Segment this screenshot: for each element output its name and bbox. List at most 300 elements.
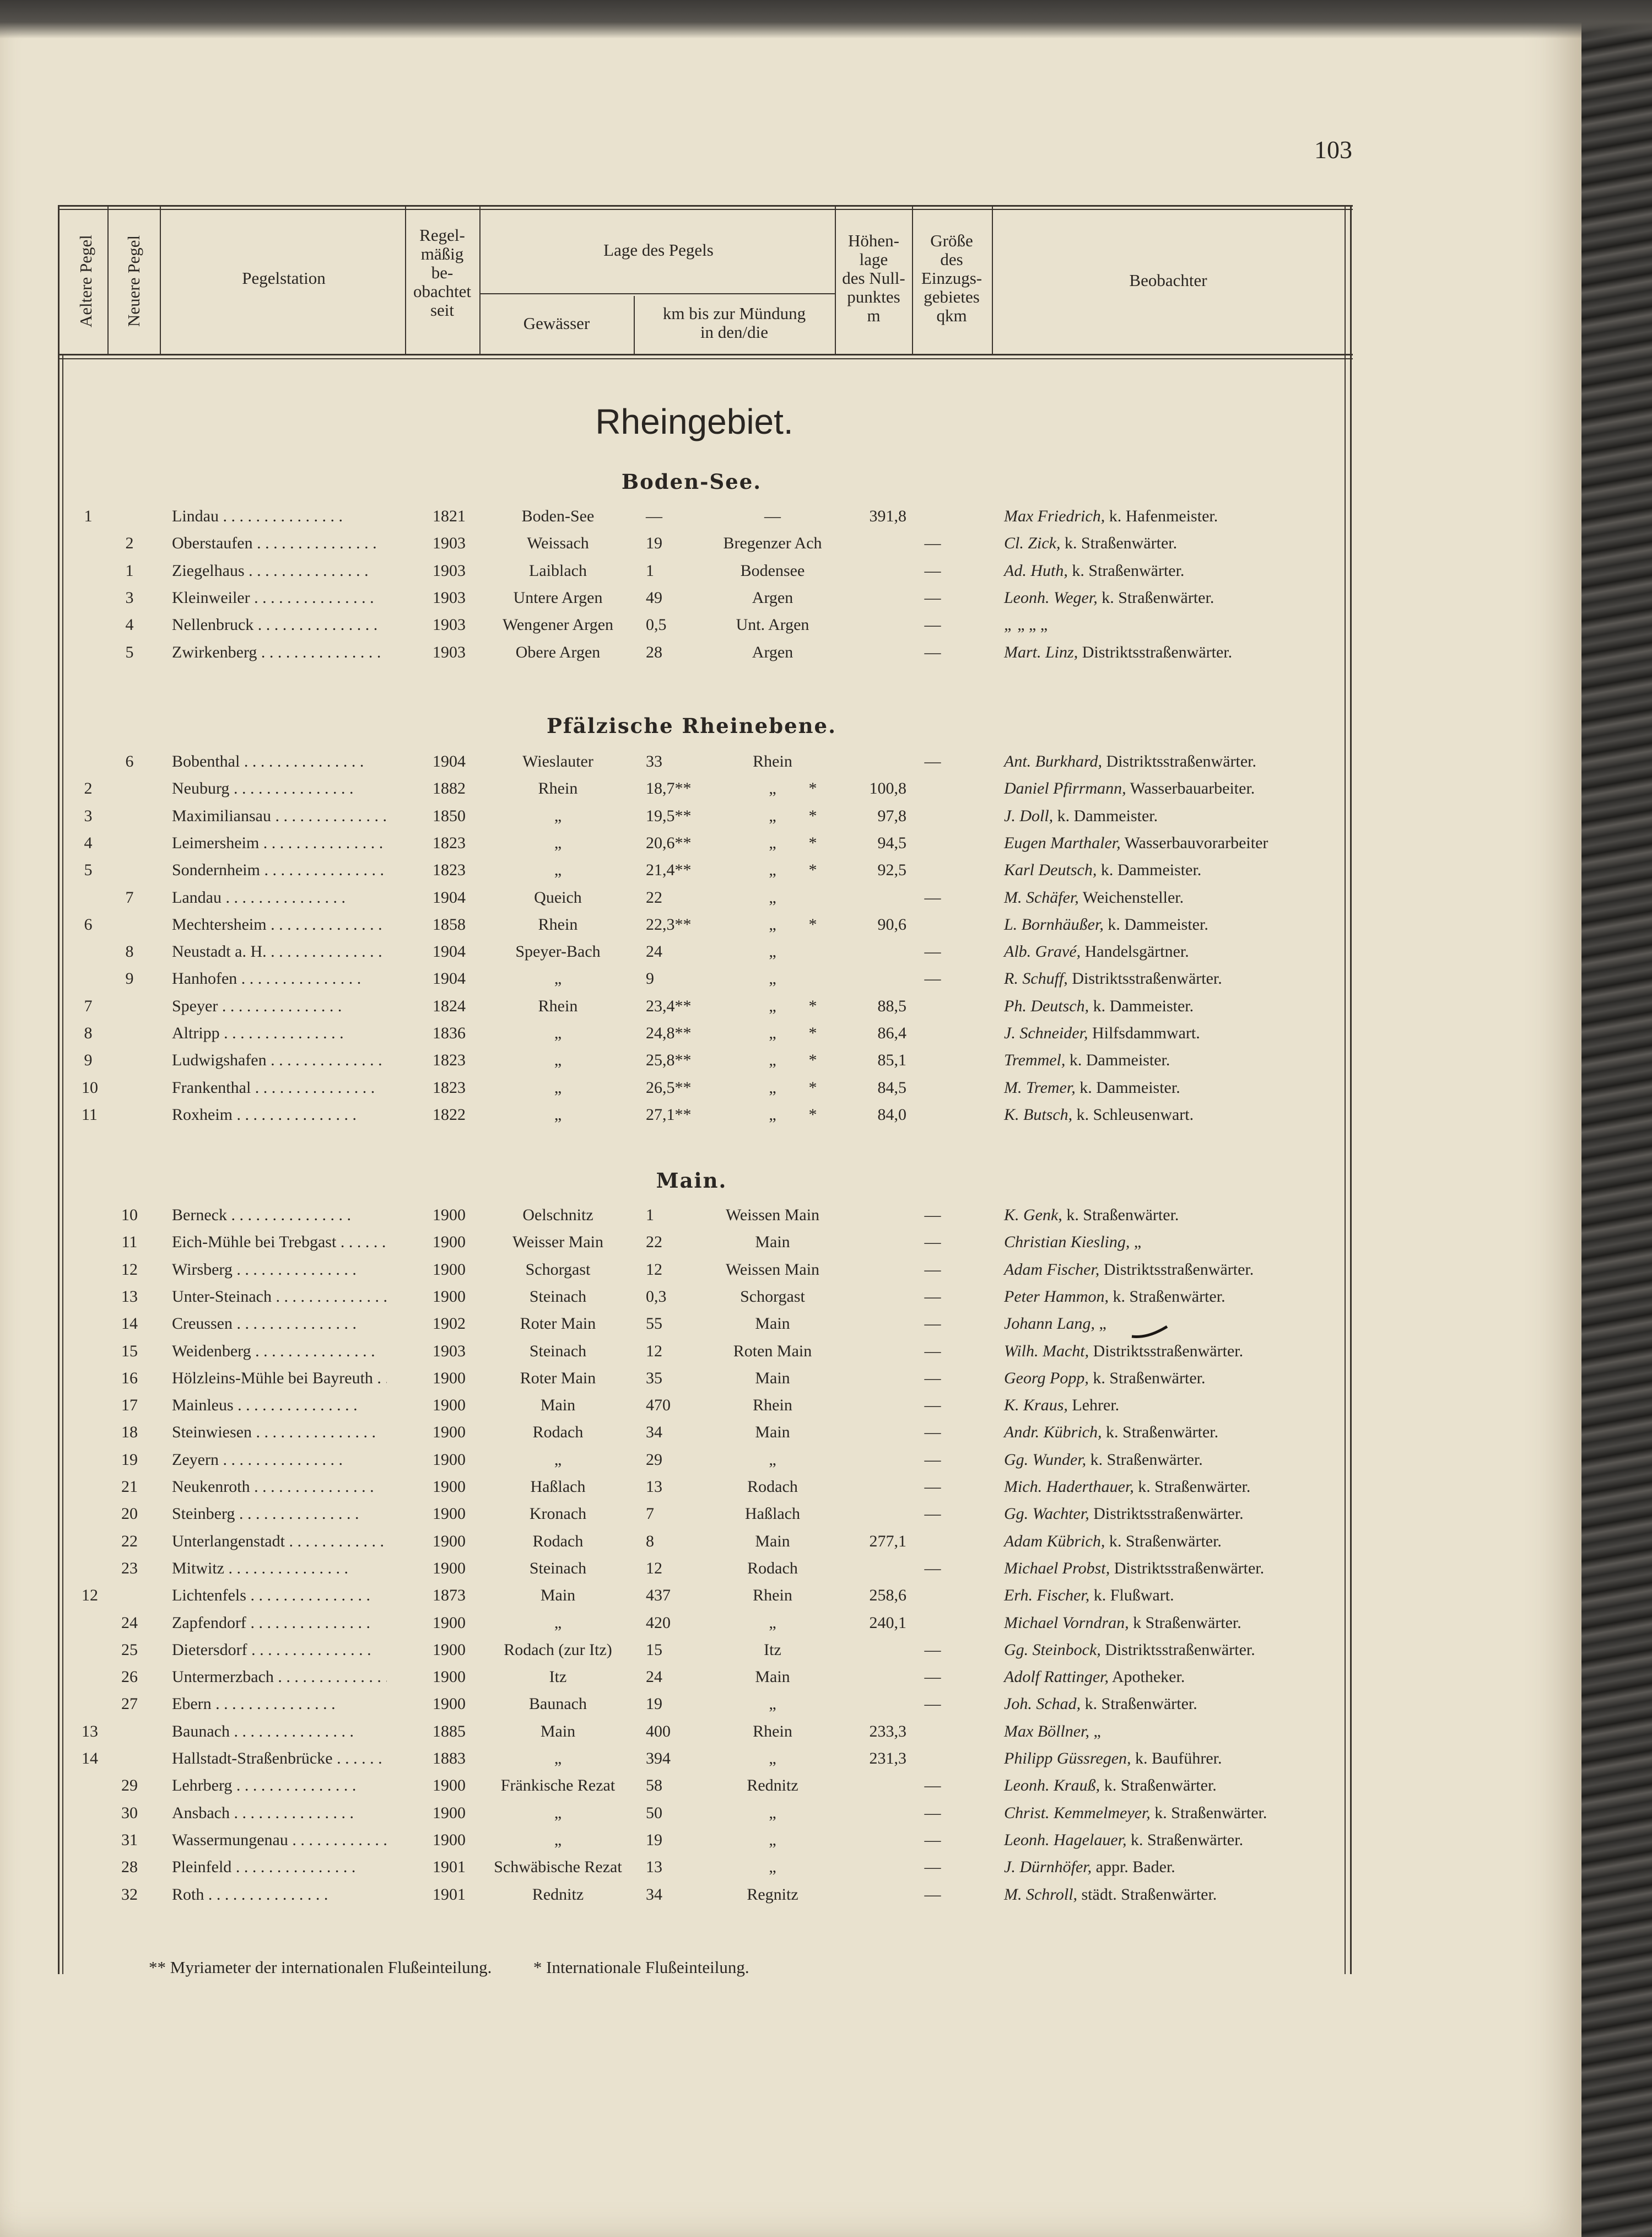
einzugsgebiet-cell: — (924, 1206, 941, 1224)
km-cell: 21,4** (646, 861, 692, 880)
aeltere-pegel-cell: 8 (84, 1024, 93, 1042)
station-cell: Pleinfeld . . . (172, 1853, 387, 1880)
neuere-pegel-cell: 29 (121, 1776, 138, 1795)
hoehenlage-cell: 94,5 (877, 833, 906, 852)
table-row (0, 1718, 1361, 1745)
einzugsgebiet-cell: — (924, 1423, 941, 1442)
table-row (0, 1365, 1361, 1392)
observer-name: J. Schneider, (1004, 1024, 1088, 1042)
gewaesser-cell: „ (554, 1105, 562, 1124)
einzugsgebiet-cell: — (924, 1505, 941, 1523)
hoehenlage-cell: 86,4 (877, 1024, 906, 1042)
international-mark-cell: * (808, 779, 817, 798)
observer-name: Ad. Huth, (1004, 561, 1068, 580)
station-cell: Neuburg . . . (172, 775, 387, 802)
neuere-pegel-cell: 1 (125, 561, 134, 580)
observer-name: Cl. Zick, (1004, 534, 1061, 553)
gewaesser-cell: „ (554, 1613, 562, 1632)
muendung-cell: Haßlach (745, 1505, 800, 1523)
neuere-pegel-cell: 25 (121, 1640, 138, 1659)
observer-role: k. Dammeister. (1100, 861, 1202, 880)
neuere-pegel-cell: 13 (121, 1287, 138, 1306)
gewaesser-cell: Haßlach (530, 1478, 586, 1496)
page-top-edge (0, 0, 1652, 39)
beobachter-cell (1004, 530, 1357, 557)
neuere-pegel-cell: 11 (121, 1233, 138, 1252)
hoehenlage-cell: 233,3 (869, 1722, 906, 1740)
beobachter-cell (1004, 938, 1357, 965)
muendung-cell: Weissen Main (725, 1260, 820, 1279)
observer-role: Lehrer. (1072, 1396, 1120, 1415)
observer-role: „ (1133, 1233, 1142, 1252)
col-header-km-line: in den/die (700, 322, 769, 342)
international-mark-cell: * (808, 861, 817, 880)
observer-role: k. Dammeister. (1057, 806, 1158, 825)
einzugsgebiet-cell: — (924, 888, 941, 907)
gewaesser-cell: Steinach (529, 1559, 587, 1577)
muendung-cell: „ (769, 888, 776, 907)
table-row (0, 1473, 1361, 1500)
beobachter-cell (1004, 1446, 1357, 1473)
aeltere-pegel-cell: 12 (82, 1586, 98, 1605)
gewaesser-cell: Rhein (538, 996, 578, 1015)
muendung-cell: Regnitz (747, 1885, 798, 1904)
km-cell: 12 (646, 1341, 662, 1360)
einzugsgebiet-cell: — (924, 1559, 941, 1577)
gewaesser-cell: Main (540, 1586, 576, 1605)
km-cell: 19 (646, 1830, 662, 1849)
observer-role: k. Straßenwärter. (1102, 588, 1214, 607)
year-cell: 1904 (433, 752, 466, 770)
beobachter-cell (1004, 1473, 1357, 1500)
year-cell: 1900 (433, 1668, 466, 1686)
beobachter-cell (1004, 1256, 1357, 1283)
gewaesser-cell: Roter Main (520, 1314, 596, 1333)
table-row (0, 1663, 1361, 1690)
observer-name: Max Friedrich, (1004, 507, 1105, 525)
year-cell: 1883 (433, 1749, 466, 1767)
col-header-groesse-line: des (940, 250, 963, 269)
observer-name: Ant. Burkhard, (1004, 752, 1103, 770)
col-header-groesse-line: Größe (930, 231, 973, 250)
km-cell: 50 (646, 1803, 662, 1822)
observer-role: Hilfsdammwart. (1092, 1024, 1200, 1042)
observer-name: Max Böllner, (1004, 1722, 1089, 1740)
einzugsgebiet-cell: — (924, 942, 941, 961)
observer-name: Michael Probst, (1004, 1559, 1110, 1577)
station-cell: Creussen . . . (172, 1310, 387, 1337)
gewaesser-cell: Rednitz (532, 1885, 584, 1904)
year-cell: 1821 (433, 507, 466, 525)
muendung-cell: — (764, 507, 781, 525)
gewaesser-cell: Rodach (532, 1532, 584, 1550)
page-number: 103 (1314, 136, 1352, 164)
beobachter-cell (1004, 884, 1357, 911)
table-row (0, 775, 1361, 802)
km-cell: 470 (646, 1396, 671, 1415)
table-row (0, 1881, 1361, 1908)
einzugsgebiet-cell: — (924, 1314, 941, 1333)
km-cell: 24,8** (646, 1024, 692, 1042)
einzugsgebiet-cell: — (924, 752, 941, 770)
table-row (0, 1020, 1361, 1047)
aeltere-pegel-cell: 6 (84, 915, 93, 934)
beobachter-cell (1004, 748, 1357, 775)
station-cell: Neukenroth . . . (172, 1473, 387, 1500)
muendung-cell: „ (769, 969, 776, 988)
muendung-cell: Roten Main (733, 1341, 812, 1360)
muendung-cell: Unt. Argen (736, 616, 809, 634)
muendung-cell: „ (769, 1450, 776, 1469)
km-cell: 33 (646, 752, 662, 770)
neuere-pegel-cell: 3 (125, 588, 134, 607)
station-cell: Weidenberg . . . (172, 1338, 387, 1365)
section-title-main: Main. (656, 1168, 727, 1193)
beobachter-cell (1004, 1799, 1357, 1826)
year-cell: 1823 (433, 1051, 466, 1070)
aeltere-pegel-cell: 9 (84, 1051, 93, 1070)
beobachter-cell (1004, 775, 1357, 802)
table-row (0, 856, 1361, 883)
gewaesser-cell: Oelschnitz (522, 1206, 593, 1224)
gewaesser-cell: Main (540, 1722, 576, 1740)
km-cell: 19,5** (646, 806, 692, 825)
beobachter-cell (1004, 1338, 1357, 1365)
einzugsgebiet-cell: — (924, 1885, 941, 1904)
station-cell: Mitwitz . . . (172, 1555, 387, 1582)
table-row (0, 1636, 1361, 1663)
gewaesser-cell: „ (554, 1078, 562, 1097)
station-cell: Mainleus . . . (172, 1392, 387, 1419)
station-cell: Nellenbruck . . . (172, 611, 387, 638)
muendung-cell: Rodach (747, 1559, 798, 1577)
col-header-groesse-line: Einzugs- (921, 268, 982, 288)
hoehenlage-cell: 391,8 (869, 507, 906, 525)
neuere-pegel-cell: 17 (121, 1396, 138, 1415)
year-cell: 1873 (433, 1586, 466, 1605)
muendung-cell: Main (755, 1368, 790, 1387)
gewaesser-cell: „ (554, 861, 562, 880)
observer-role: k. Straßenwärter. (1093, 1368, 1206, 1387)
station-cell: Speyer . . . (172, 993, 387, 1020)
col-header-groesse-line: qkm (936, 306, 967, 325)
station-cell: Maximiliansau . . . (172, 802, 387, 829)
beobachter-cell (1004, 1283, 1357, 1310)
international-mark-cell: * (808, 1051, 817, 1070)
observer-role: k. Straßenwärter. (1138, 1478, 1251, 1496)
muendung-cell: „ (769, 1749, 776, 1767)
observer-role: k. Dammeister. (1093, 996, 1194, 1015)
gewaesser-cell: Kronach (529, 1505, 587, 1523)
observer-role: k. Dammeister. (1069, 1051, 1170, 1070)
year-cell: 1900 (433, 1695, 466, 1713)
aeltere-pegel-cell: 1 (84, 507, 93, 525)
neuere-pegel-cell: 8 (125, 942, 134, 961)
year-cell: 1900 (433, 1830, 466, 1849)
observer-name: M. Tremer, (1004, 1078, 1076, 1097)
year-cell: 1900 (433, 1206, 466, 1224)
observer-name: Daniel Pfirrmann, (1004, 779, 1126, 798)
einzugsgebiet-cell: — (924, 1260, 941, 1279)
aeltere-pegel-cell: 10 (82, 1078, 98, 1097)
observer-name: K. Kraus, (1004, 1396, 1068, 1415)
station-cell: Leimersheim . . . (172, 829, 387, 856)
observer-name: L. Bornhäußer, (1004, 915, 1104, 934)
observer-role: k. Bauführer. (1135, 1749, 1222, 1767)
col-header-regel (408, 226, 477, 320)
station-cell: Zapfendorf . . . (172, 1609, 387, 1636)
muendung-cell: Rhein (753, 1586, 792, 1605)
beobachter-cell (1004, 993, 1357, 1020)
table-row (0, 639, 1361, 666)
observer-role: k. Dammeister. (1108, 915, 1208, 934)
year-cell: 1900 (433, 1260, 466, 1279)
station-cell: Steinwiesen . . . (172, 1419, 387, 1446)
einzugsgebiet-cell: — (924, 534, 941, 553)
neuere-pegel-cell: 15 (121, 1341, 138, 1360)
station-cell: Roth . . . (172, 1881, 387, 1908)
section-title-boden-see: Boden-See. (621, 470, 762, 494)
gewaesser-cell: Weissach (527, 534, 589, 553)
table-row (0, 1500, 1361, 1527)
book-binding (1581, 0, 1652, 2237)
year-cell: 1904 (433, 888, 466, 907)
aeltere-pegel-cell: 5 (84, 861, 93, 880)
gewaesser-cell: Rhein (538, 915, 578, 934)
neuere-pegel-cell: 21 (121, 1478, 138, 1496)
beobachter-cell (1004, 965, 1357, 992)
ink-mark-icon (1131, 1325, 1169, 1339)
observer-role: k. Straßenwärter. (1065, 534, 1178, 553)
year-cell: 1823 (433, 861, 466, 880)
observer-role: Distriktsstraßenwärter. (1105, 1640, 1255, 1659)
km-cell: 27,1** (646, 1105, 692, 1124)
neuere-pegel-cell: 9 (125, 969, 134, 988)
einzugsgebiet-cell: — (924, 1450, 941, 1469)
year-cell: 1822 (433, 1105, 466, 1124)
gewaesser-cell: Wengener Argen (502, 616, 614, 634)
muendung-cell: Rhein (753, 752, 792, 770)
gewaesser-cell: „ (554, 806, 562, 825)
neuere-pegel-cell: 6 (125, 752, 134, 770)
muendung-cell: Rednitz (747, 1776, 798, 1795)
km-cell: 394 (646, 1749, 671, 1767)
km-cell: 12 (646, 1559, 662, 1577)
observer-name: K. Butsch, (1004, 1105, 1073, 1124)
aeltere-pegel-cell: 7 (84, 996, 93, 1015)
observer-name: J. Dürnhöfer, (1004, 1858, 1092, 1877)
table-row (0, 1745, 1361, 1772)
gewaesser-cell: Itz (549, 1668, 567, 1686)
observer-name: Adam Kübrich, (1004, 1532, 1105, 1550)
beobachter-cell (1004, 1020, 1357, 1047)
year-cell: 1850 (433, 806, 466, 825)
observer-name: Michael Vorndran, (1004, 1613, 1129, 1632)
gewaesser-cell: Obere Argen (515, 643, 601, 661)
station-cell: Lehrberg . . . (172, 1772, 387, 1799)
station-cell: Ansbach . . . (172, 1799, 387, 1826)
neuere-pegel-cell: 18 (121, 1423, 138, 1442)
muendung-cell: Main (755, 1314, 790, 1333)
col-header-groesse-line: gebietes (924, 287, 980, 306)
observer-name: Leonh. Weger, (1004, 588, 1098, 607)
observer-name: Andr. Kübrich, (1004, 1423, 1102, 1442)
year-cell: 1900 (433, 1532, 466, 1550)
hoehenlage-cell: 90,6 (877, 915, 906, 934)
km-cell: 8 (646, 1532, 654, 1550)
year-cell: 1900 (433, 1368, 466, 1387)
observer-role: Distriktsstraßenwärter. (1093, 1505, 1244, 1523)
table-row (0, 1101, 1361, 1128)
gewaesser-cell: Rodach (zur Itz) (504, 1640, 612, 1659)
beobachter-cell (1004, 1528, 1357, 1555)
table-row (0, 829, 1361, 856)
beobachter-cell (1004, 856, 1357, 883)
gewaesser-cell: Main (540, 1396, 576, 1415)
col-header-regel-line: be- (431, 263, 454, 282)
einzugsgebiet-cell: — (924, 588, 941, 607)
beobachter-cell (1004, 1609, 1357, 1636)
col-header-gewaesser: Gewässer (523, 314, 590, 333)
neuere-pegel-cell: 22 (121, 1532, 138, 1550)
station-cell: Bobenthal . . . (172, 748, 387, 775)
table-row (0, 911, 1361, 938)
year-cell: 1824 (433, 996, 466, 1015)
observer-name: Karl Deutsch, (1004, 861, 1097, 880)
table-row (0, 1419, 1361, 1446)
year-cell: 1900 (433, 1478, 466, 1496)
km-cell: 49 (646, 588, 662, 607)
year-cell: 1900 (433, 1423, 466, 1442)
gewaesser-cell: „ (554, 1450, 562, 1469)
beobachter-cell (1004, 503, 1357, 530)
year-cell: 1900 (433, 1776, 466, 1795)
gewaesser-cell: „ (554, 1051, 562, 1070)
international-mark-cell: * (808, 1024, 817, 1042)
km-cell: 34 (646, 1885, 662, 1904)
year-cell: 1902 (433, 1314, 466, 1333)
table-row (0, 1799, 1361, 1826)
gewaesser-cell: „ (554, 1803, 562, 1822)
station-cell: Oberstaufen . . . (172, 530, 387, 557)
year-cell: 1900 (433, 1450, 466, 1469)
neuere-pegel-cell: 2 (125, 534, 134, 553)
km-cell: 420 (646, 1613, 671, 1632)
beobachter-cell (1004, 1310, 1357, 1337)
einzugsgebiet-cell: — (924, 1233, 941, 1252)
muendung-cell: „ (769, 1803, 776, 1822)
km-cell: 0,3 (646, 1287, 667, 1306)
table-row (0, 1446, 1361, 1473)
beobachter-cell (1004, 1419, 1357, 1446)
observer-role: Handelsgärtner. (1084, 942, 1189, 961)
international-mark-cell: * (808, 996, 817, 1015)
muendung-cell: „ (769, 1830, 776, 1849)
km-cell: 55 (646, 1314, 662, 1333)
observer-name: Alb. Gravé, (1004, 942, 1081, 961)
hoehenlage-cell: 240,1 (869, 1613, 906, 1632)
beobachter-cell (1004, 1745, 1357, 1772)
gewaesser-cell: „ (554, 1830, 562, 1849)
year-cell: 1882 (433, 779, 466, 798)
einzugsgebiet-cell: — (924, 1776, 941, 1795)
table-row (0, 1201, 1361, 1228)
international-mark-cell: * (808, 1105, 817, 1124)
hoehenlage-cell: 84,0 (877, 1105, 906, 1124)
year-cell: 1901 (433, 1885, 466, 1904)
year-cell: 1823 (433, 1078, 466, 1097)
table-row (0, 1256, 1361, 1283)
table-row (0, 965, 1361, 992)
gewaesser-cell: „ (554, 833, 562, 852)
observer-name: Leonh. Hagelauer, (1004, 1830, 1127, 1849)
observer-name: Christ. Kemmelmeyer, (1004, 1803, 1151, 1822)
gewaesser-cell: Wieslauter (522, 752, 593, 770)
gewaesser-cell: Boden-See (521, 507, 595, 525)
einzugsgebiet-cell: — (924, 969, 941, 988)
beobachter-cell (1004, 1853, 1357, 1880)
einzugsgebiet-cell: — (924, 1640, 941, 1659)
table-row (0, 1582, 1361, 1609)
year-cell: 1903 (433, 1341, 466, 1360)
footnote-international: * Internationale Flußeinteilung. (533, 1958, 749, 1977)
observer-name: Georg Popp, (1004, 1368, 1089, 1387)
observer-name: K. Genk, (1004, 1206, 1062, 1224)
beobachter-cell (1004, 829, 1357, 856)
beobachter-cell (1004, 1047, 1357, 1074)
einzugsgebiet-cell: — (924, 616, 941, 634)
muendung-cell: Rhein (753, 1396, 792, 1415)
observer-name: Johann Lang, (1004, 1314, 1095, 1333)
gewaesser-cell: Schorgast (525, 1260, 591, 1279)
table-row (0, 1853, 1361, 1880)
beobachter-cell (1004, 1582, 1357, 1609)
observer-role: k. Straßenwärter. (1113, 1287, 1225, 1306)
header-col-divider (835, 205, 836, 354)
station-cell: Untermerzbach . . . (172, 1663, 387, 1690)
neuere-pegel-cell: 32 (121, 1885, 138, 1904)
station-cell: Mechtersheim . . . (172, 911, 387, 938)
km-cell: 23,4** (646, 996, 692, 1015)
station-cell: Zwirkenberg . . . (172, 639, 387, 666)
gewaesser-cell: Fränkische Rezat (500, 1776, 616, 1795)
col-header-hoehe-line: lage (859, 250, 888, 269)
year-cell: 1885 (433, 1722, 466, 1740)
km-cell: 25,8** (646, 1051, 692, 1070)
col-header-km (634, 304, 835, 342)
col-header-hoehe-line: des Null- (842, 268, 905, 288)
observer-role: k. Dammeister. (1079, 1078, 1180, 1097)
station-cell: Neustadt a. H. . . . (172, 938, 387, 965)
table-row (0, 1228, 1361, 1255)
einzugsgebiet-cell: — (924, 1830, 941, 1849)
year-cell: 1900 (433, 1613, 466, 1632)
year-cell: 1904 (433, 942, 466, 961)
header-col-divider (992, 205, 993, 354)
observer-role: k. Flußwart. (1093, 1586, 1174, 1605)
beobachter-cell (1004, 1201, 1357, 1228)
frame-top-inner (58, 209, 1353, 210)
col-header-km-line: km bis zur Mündung (662, 304, 806, 323)
aeltere-pegel-cell: 4 (84, 833, 93, 852)
gewaesser-cell: Untere Argen (513, 588, 603, 607)
observer-role: „ „ „ (1017, 616, 1048, 634)
neuere-pegel-cell: 24 (121, 1613, 138, 1632)
neuere-pegel-cell: 5 (125, 643, 134, 661)
year-cell: 1904 (433, 969, 466, 988)
hoehenlage-cell: 277,1 (869, 1532, 906, 1550)
muendung-cell: Rhein (753, 1722, 792, 1740)
